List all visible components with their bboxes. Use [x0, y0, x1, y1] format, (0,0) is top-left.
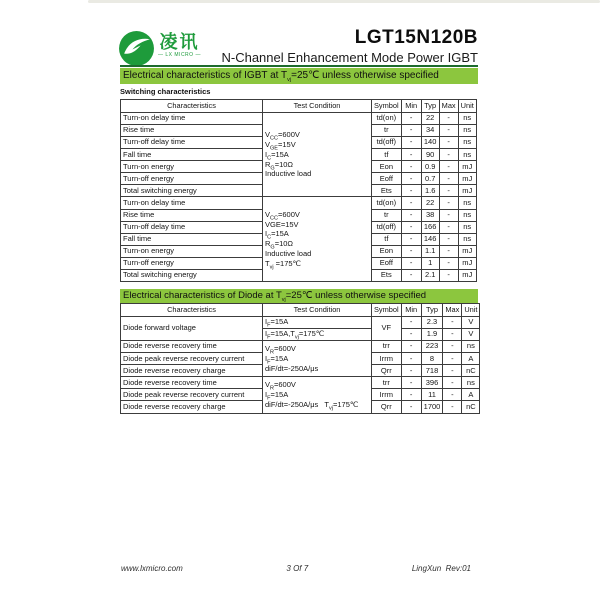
test-condition-cell: $V_R=600V$ $I_F=15A$ diF/dt=-250A/μs $T_{vj}=175℃$	[263, 377, 372, 413]
logo-icon	[118, 30, 155, 67]
max-cell: -	[443, 401, 462, 413]
symbol-cell: Irrm	[372, 353, 402, 365]
typ-cell: 0.7	[421, 173, 439, 185]
min-cell: -	[401, 340, 421, 352]
unit-cell: mJ	[458, 245, 476, 257]
column-header: Typ	[421, 304, 443, 317]
symbol-cell: Eon	[372, 245, 402, 257]
footer-page-number: 3 Of 7	[286, 564, 309, 573]
max-cell: -	[439, 124, 458, 136]
max-cell: -	[443, 328, 462, 340]
diode-section-banner: Electrical characteristics of Diode at $T_{vj}=25℃$ unless otherwise specified	[120, 289, 478, 303]
symbol-cell: td(off)	[372, 221, 402, 233]
switching-characteristics-label: Switching characteristics	[120, 87, 211, 96]
unit-cell: nC	[462, 365, 480, 377]
characteristic-cell: Diode reverse recovery charge	[121, 401, 263, 413]
symbol-cell: Ets	[372, 185, 402, 197]
typ-cell: 38	[421, 209, 439, 221]
logo-chinese-name: 凌讯	[159, 32, 200, 52]
min-cell: -	[401, 136, 421, 148]
symbol-cell: td(on)	[372, 112, 402, 124]
unit-cell: ns	[458, 209, 476, 221]
unit-cell: ns	[458, 233, 476, 245]
unit-cell: nC	[462, 401, 480, 413]
test-condition-cell: $I_F=15A,T_{vj}=175℃$	[263, 328, 372, 340]
symbol-cell: Eoff	[372, 173, 402, 185]
min-cell: -	[401, 185, 421, 197]
typ-cell: 1.9	[421, 328, 443, 340]
symbol-cell: Irrm	[372, 389, 402, 401]
test-condition-cell: $I_F=15A$	[263, 316, 372, 328]
symbol-cell: trr	[372, 340, 402, 352]
characteristic-cell: Turn-off delay time	[121, 136, 263, 148]
characteristic-cell: Fall time	[121, 233, 263, 245]
device-description: N-Channel Enhancement Mode Power IGBT	[221, 50, 478, 65]
table-row	[121, 377, 480, 389]
typ-cell: 22	[421, 112, 439, 124]
symbol-cell: Ets	[372, 270, 402, 282]
max-cell: -	[439, 149, 458, 161]
min-cell: -	[401, 124, 421, 136]
min-cell: -	[401, 353, 421, 365]
min-cell: -	[401, 233, 421, 245]
unit-cell: A	[462, 353, 480, 365]
max-cell: -	[439, 257, 458, 269]
min-cell: -	[401, 173, 421, 185]
header-divider	[120, 65, 478, 67]
max-cell: -	[439, 185, 458, 197]
max-cell: -	[439, 197, 458, 209]
characteristic-cell: Turn-on energy	[121, 161, 263, 173]
min-cell: -	[401, 112, 421, 124]
characteristic-cell: Diode reverse recovery time	[121, 340, 263, 352]
symbol-cell: VF	[372, 316, 402, 340]
column-header: Characteristics	[121, 304, 263, 317]
test-condition-cell: $V_R=600V$ $I_F=15A$ diF/dt=-250A/μs	[263, 340, 372, 376]
typ-cell: 166	[421, 221, 439, 233]
symbol-cell: tf	[372, 149, 402, 161]
min-cell: -	[401, 401, 421, 413]
typ-cell: 1	[421, 257, 439, 269]
characteristic-cell: Total switching energy	[121, 185, 263, 197]
min-cell: -	[401, 149, 421, 161]
table-header-row	[121, 304, 480, 317]
typ-cell: 0.9	[421, 161, 439, 173]
typ-cell: 8	[421, 353, 443, 365]
symbol-cell: tr	[372, 124, 402, 136]
max-cell: -	[443, 389, 462, 401]
typ-cell: 34	[421, 124, 439, 136]
diode-characteristics-table	[120, 303, 480, 414]
table-row	[121, 197, 477, 209]
part-number-title: LGT15N120B	[354, 27, 478, 48]
characteristic-cell: Turn-on delay time	[121, 112, 263, 124]
characteristic-cell: Turn-off energy	[121, 257, 263, 269]
unit-cell: ns	[458, 221, 476, 233]
max-cell: -	[443, 365, 462, 377]
max-cell: -	[439, 221, 458, 233]
footer-revision: LingXun Rev:01	[411, 564, 471, 573]
page-top-edge	[88, 0, 600, 3]
unit-cell: ns	[458, 112, 476, 124]
characteristic-cell: Turn-off energy	[121, 173, 263, 185]
typ-cell: 22	[421, 197, 439, 209]
characteristic-cell: Total switching energy	[121, 270, 263, 282]
max-cell: -	[439, 270, 458, 282]
min-cell: -	[401, 270, 421, 282]
unit-cell: mJ	[458, 185, 476, 197]
column-header: Min	[401, 100, 421, 113]
unit-cell: ns	[462, 340, 480, 352]
min-cell: -	[401, 377, 421, 389]
unit-cell: ns	[458, 136, 476, 148]
typ-cell: 718	[421, 365, 443, 377]
column-header: Symbol	[372, 100, 402, 113]
min-cell: -	[401, 257, 421, 269]
symbol-cell: td(off)	[372, 136, 402, 148]
typ-cell: 2.3	[421, 316, 443, 328]
characteristic-cell: Rise time	[121, 209, 263, 221]
max-cell: -	[439, 233, 458, 245]
test-condition-cell: $V_{CC}=600V$ VGE=15V $I_C=15A$ $R_G=10\Omega$ Inductive load $T_{vj}$ =175℃	[263, 197, 372, 282]
min-cell: -	[401, 197, 421, 209]
unit-cell: ns	[458, 197, 476, 209]
unit-cell: mJ	[458, 173, 476, 185]
column-header: Test Condition	[263, 304, 372, 317]
characteristic-cell: Diode reverse recovery time	[121, 377, 263, 389]
typ-cell: 396	[421, 377, 443, 389]
unit-cell: mJ	[458, 161, 476, 173]
typ-cell: 2.1	[421, 270, 439, 282]
typ-cell: 223	[421, 340, 443, 352]
characteristic-cell: Turn-on delay time	[121, 197, 263, 209]
symbol-cell: Qrr	[372, 401, 402, 413]
unit-cell: V	[462, 316, 480, 328]
unit-cell: ns	[458, 149, 476, 161]
max-cell: -	[443, 353, 462, 365]
characteristic-cell: Rise time	[121, 124, 263, 136]
column-header: Typ	[421, 100, 439, 113]
unit-cell: mJ	[458, 270, 476, 282]
characteristic-cell: Fall time	[121, 149, 263, 161]
min-cell: -	[401, 161, 421, 173]
typ-cell: 1.6	[421, 185, 439, 197]
symbol-cell: tf	[372, 233, 402, 245]
column-header: Test Condition	[263, 100, 372, 113]
symbol-cell: trr	[372, 377, 402, 389]
column-header: Symbol	[372, 304, 402, 317]
typ-cell: 146	[421, 233, 439, 245]
column-header: Unit	[458, 100, 476, 113]
max-cell: -	[439, 112, 458, 124]
symbol-cell: tr	[372, 209, 402, 221]
typ-cell: 140	[421, 136, 439, 148]
min-cell: -	[401, 389, 421, 401]
column-header: Characteristics	[121, 100, 263, 113]
typ-cell: 1.1	[421, 245, 439, 257]
characteristic-cell: Diode reverse recovery charge	[121, 365, 263, 377]
typ-cell: 1700	[421, 401, 443, 413]
symbol-cell: Qrr	[372, 365, 402, 377]
max-cell: -	[443, 340, 462, 352]
typ-cell: 11	[421, 389, 443, 401]
column-header: Max	[439, 100, 458, 113]
characteristic-cell: Diode peak reverse recovery current	[121, 353, 263, 365]
max-cell: -	[439, 136, 458, 148]
unit-cell: mJ	[458, 257, 476, 269]
column-header: Max	[443, 304, 462, 317]
column-header: Unit	[462, 304, 480, 317]
min-cell: -	[401, 365, 421, 377]
table-row	[121, 340, 480, 352]
page-footer	[121, 564, 471, 573]
logo-subtext: — LX MICRO —	[158, 52, 201, 58]
characteristic-cell: Diode forward voltage	[121, 316, 263, 340]
characteristic-cell: Turn-on energy	[121, 245, 263, 257]
symbol-cell: td(on)	[372, 197, 402, 209]
typ-cell: 90	[421, 149, 439, 161]
symbol-cell: Eon	[372, 161, 402, 173]
characteristic-cell: Diode peak reverse recovery current	[121, 389, 263, 401]
symbol-cell: Eoff	[372, 257, 402, 269]
min-cell: -	[401, 209, 421, 221]
min-cell: -	[401, 221, 421, 233]
characteristic-cell: Turn-off delay time	[121, 221, 263, 233]
igbt-section-banner: Electrical characteristics of IGBT at $T_{vj}=25℃$ unless otherwise specified	[120, 68, 478, 84]
min-cell: -	[401, 316, 421, 328]
table-row	[121, 316, 480, 328]
max-cell: -	[443, 377, 462, 389]
max-cell: -	[439, 161, 458, 173]
unit-cell: A	[462, 389, 480, 401]
table-header-row	[121, 100, 477, 113]
max-cell: -	[439, 245, 458, 257]
table-row	[121, 112, 477, 124]
max-cell: -	[439, 209, 458, 221]
max-cell: -	[443, 316, 462, 328]
igbt-switching-table	[120, 99, 477, 282]
min-cell: -	[401, 328, 421, 340]
column-header: Min	[401, 304, 421, 317]
footer-website: www.lxmicro.com	[121, 564, 183, 573]
min-cell: -	[401, 245, 421, 257]
unit-cell: ns	[458, 124, 476, 136]
test-condition-cell: $V_{CC}=600V$ $V_{GE}=15V$ $I_C=15A$ $R_G=10\Omega$ Inductive load	[263, 112, 372, 197]
unit-cell: ns	[462, 377, 480, 389]
max-cell: -	[439, 173, 458, 185]
unit-cell: V	[462, 328, 480, 340]
